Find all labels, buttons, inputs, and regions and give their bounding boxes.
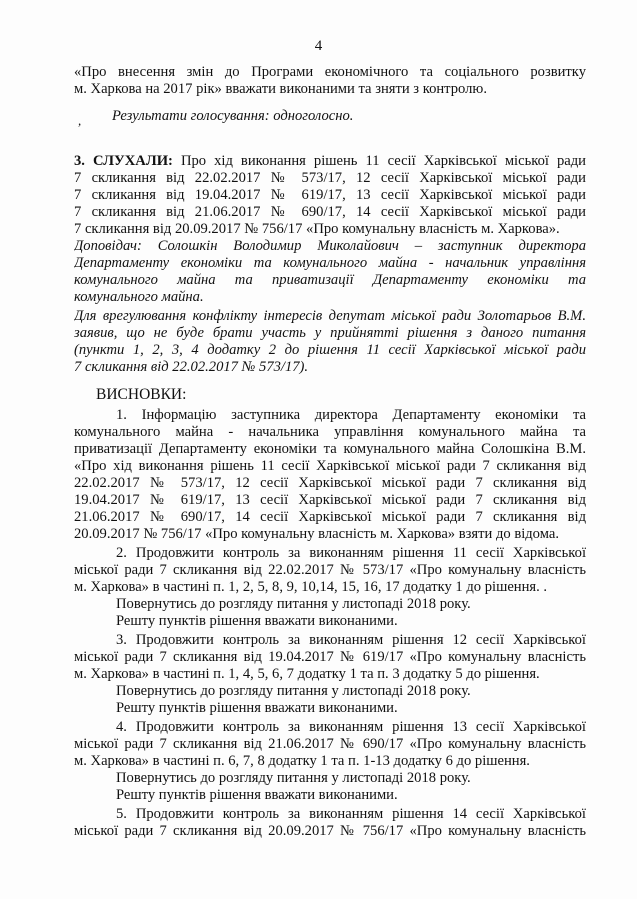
item3-line-4: 7 скликання від 21.06.2017 № 690/17, 14 сесії Харківської міської ради [74,204,586,220]
p4-rest: Решту пунктів рішення вважати виконаними. [116,787,398,803]
item3-line-2: 7 скликання від 22.02.2017 № 573/17, 12 сесії Харківської міської ради [74,170,586,186]
p2-return: Повернутись до розгляду питання у листопаді 2018 року. [116,596,471,612]
conclusions-heading: ВИСНОВКИ: [96,387,187,403]
page-number: 4 [314,38,323,54]
p1-line-3: приватизації Департаменту економіки та комунального майна Солошкіна В.М. [74,441,586,457]
p3-line-2: міської ради 7 скликання від 19.04.2017 № 619/17 «Про комунальну власність [74,649,586,665]
conflict-line-3: (пункти 1, 2, 3, 4 додатку 2 до рішення 11 сесії Харківської міської ради [74,342,586,358]
item3-heading: 3. СЛУХАЛИ: [74,153,173,169]
p2-line-2: міської ради 7 скликання від 22.02.2017 № 573/17 «Про комунальну власність [74,562,586,578]
p3-rest: Решту пунктів рішення вважати виконаними. [116,700,398,716]
p1-line-2: комунального майна - начальника управління комунального майна та [74,424,586,440]
conflict-line-2: заявив, що не буде брати участь у прийнятті рішення з даного питання [74,325,586,341]
top-paragraph-line-1: «Про внесення змін до Програми економічного та соціального розвитку [74,64,586,80]
p1-line-8: 20.09.2017 № 756/17 «Про комунальну власність м. Харкова» взяти до відома. [74,526,559,542]
item3-line-5: 7 скликання від 20.09.2017 № 756/17 «Про комунальну власність м. Харкова». [74,221,560,237]
p4-line-2: міської ради 7 скликання від 21.06.2017 № 690/17 «Про комунальну власність [74,736,586,752]
vote-result: Результати голосування: одноголосно. [112,108,354,124]
item3-line-1 [74,153,586,169]
p4-return: Повернутись до розгляду питання у листопаді 2018 року. [116,770,471,786]
p2-line-1: 2. Продовжити контроль за виконанням рішення 11 сесії Харківської [116,545,586,561]
item3-line-1-text: Про хід виконання рішень 11 сесії Харківської міської ради [180,153,586,169]
conflict-line-1: Для врегулювання конфлікту інтересів депутат міської ради Золотарьов В.М. [74,308,586,324]
item3-line-3: 7 скликання від 19.04.2017 № 619/17, 13 сесії Харківської міської ради [74,187,586,203]
p4-line-1: 4. Продовжити контроль за виконанням рішення 13 сесії Харківської [116,719,586,735]
p1-line-5: 22.02.2017 № 573/17, 12 сесії Харківської міської ради 7 скликання від [74,475,586,491]
p1-line-6: 19.04.2017 № 619/17, 13 сесії Харківської міської ради 7 скликання від [74,492,586,508]
speaker-line-3: комунального майна та приватизації Департаменту економіки та [74,272,586,288]
conflict-line-4: 7 скликання від 22.02.2017 № 573/17). [74,359,309,375]
p3-line-3: м. Харкова» в частині п. 1, 4, 5, 6, 7 додатку 1 та п. 3 додатку 5 до рішення. [74,666,540,682]
p5-line-2: міської ради 7 скликання від 20.09.2017 № 756/17 «Про комунальну власність [74,823,586,839]
handwritten-mark: , [78,113,82,128]
speaker-line-1: Доповідач: Солошкін Володимир Миколайович – заступник директора [74,238,586,254]
speaker-line-2: Департаменту економіки та комунального майна - начальник управління [74,255,586,271]
p3-line-1: 3. Продовжити контроль за виконанням рішення 12 сесії Харківської [116,632,586,648]
p1-line-4: «Про хід виконання рішень 11 сесії Харківської міської ради 7 скликання від [74,458,586,474]
top-paragraph-line-2: м. Харкова на 2017 рік» вважати виконаними та зняти з контролю. [74,81,487,97]
p4-line-3: м. Харкова» в частині п. 6, 7, 8 додатку 1 та п. 1-13 додатку 6 до рішення. [74,753,530,769]
p1-line-7: 21.06.2017 № 690/17, 14 сесії Харківської міської ради 7 скликання від [74,509,586,525]
speaker-line-4: комунального майна. [74,289,204,305]
p3-return: Повернутись до розгляду питання у листопаді 2018 року. [116,683,471,699]
p5-line-1: 5. Продовжити контроль за виконанням рішення 14 сесії Харківської [116,806,586,822]
p2-rest: Решту пунктів рішення вважати виконаними. [116,613,398,629]
p1-line-1: 1. Інформацію заступника директора Департаменту економіки та [116,407,586,423]
p2-line-3: м. Харкова» в частині п. 1, 2, 5, 8, 9, 10,14, 15, 16, 17 додатку 1 до рішення. . [74,579,548,595]
